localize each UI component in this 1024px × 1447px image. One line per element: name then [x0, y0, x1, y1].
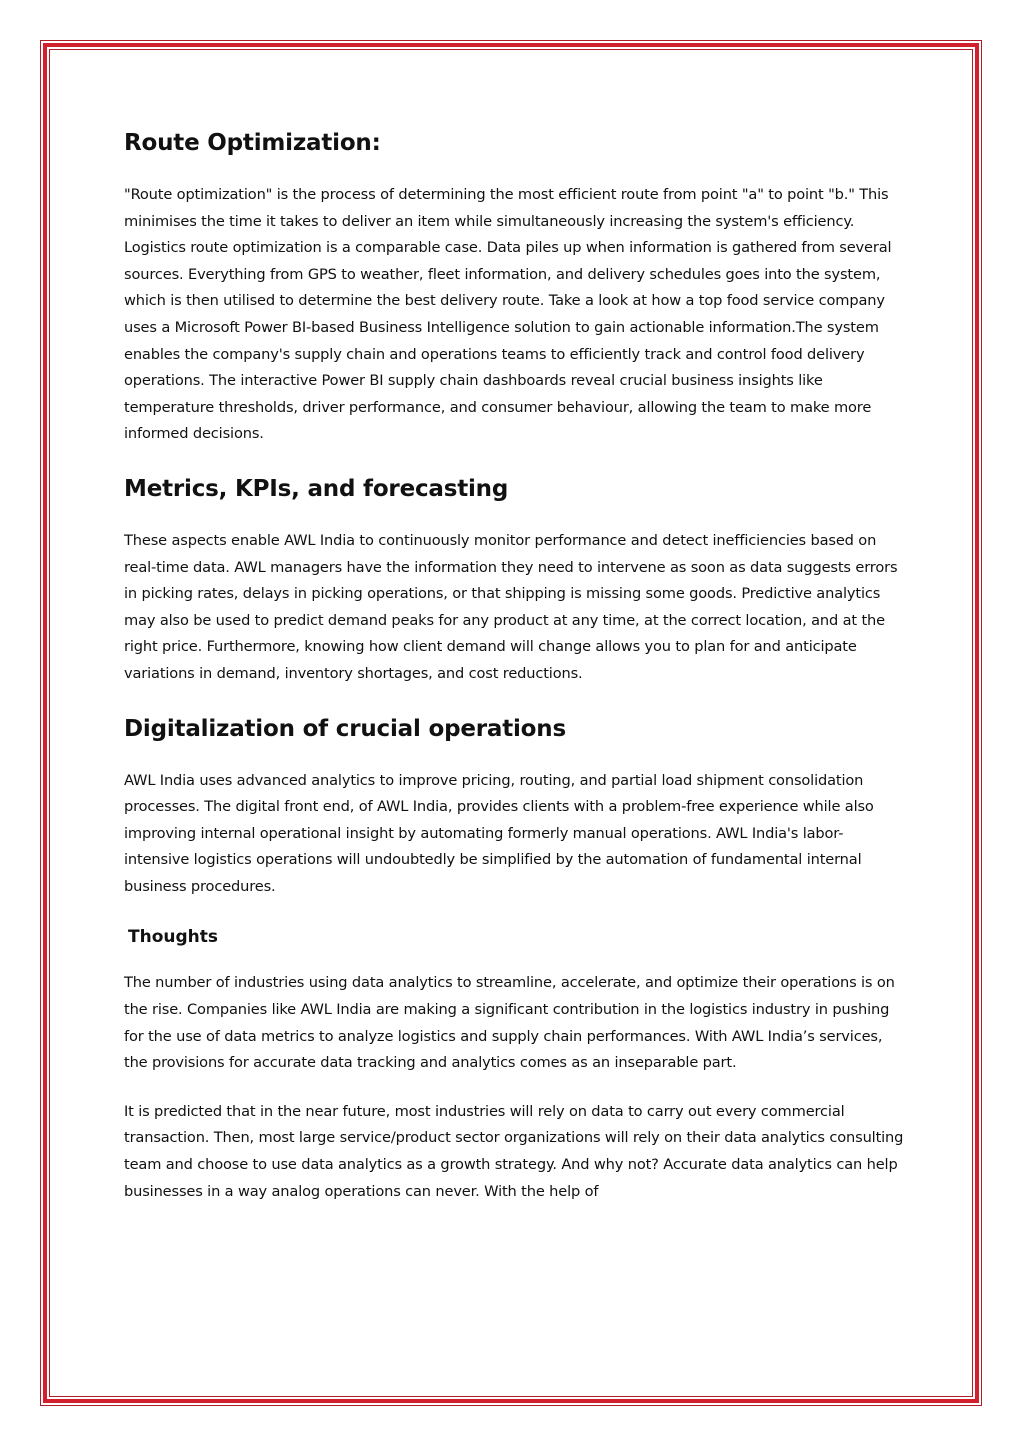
section-heading-route-optimization: Route Optimization: [124, 130, 381, 156]
paragraph-metrics-kpis: These aspects enable AWL India to continuously monitor performance and detect inefficiencies based on real-time data. AWL managers have the information they need to intervene as soon as data suggests errors in picking rates, delays in picking operations, or that shipping is missing some goods. Predictive analytics may also be used to predict demand peaks for any product at any time, at the correct location, and at the right price. Furthermore, knowing how client demand will change allows you to plan for and anticipate variations in demand, inventory shortages, and cost reductions. [124, 531, 898, 682]
paragraph-route-optimization: "Route optimization" is the process of determining the most efficient route from point "a" to point "b." This minimises the time it takes to deliver an item while simultaneously increasing the system's efficiency. Logistics route optimization is a comparable case. Data piles up when information is gathered from several sources. Everything from GPS to weather, fleet information, and delivery schedules goes into the system, which is then utilised to determine the best delivery route. Take a look at how a top food service company uses a Microsoft Power BI-based Business Intelligence solution to gain actionable information.The system enables the company's supply chain and operations teams to efficiently track and control food delivery operations. The interactive Power BI supply chain dashboards reveal crucial business insights like temperature thresholds, driver performance, and consumer behaviour, allowing the team to make more informed decisions. [124, 186, 892, 443]
subheading-thoughts: Thoughts [128, 927, 218, 948]
paragraph-thoughts-1: The number of industries using data analytics to streamline, accelerate, and optimize their operations is on the rise. Companies like AWL India are making a significant contribution in the logistics industry in pushing for the use of data metrics to analyze logistics and supply chain performances. With AWL India’s services, the provisions for accurate data tracking and analytics comes as an inseparable part. [124, 974, 895, 1072]
section-heading-digitalization: Digitalization of crucial operations [124, 715, 566, 742]
paragraph-thoughts-2: It is predicted that in the near future, most industries will rely on data to carry out every commercial transaction. Then, most large service/product sector organizations will rely on their data analytics consulting team and choose to use data analytics as a growth strategy. And why not? Accurate data analytics can help businesses in a way analog operations can never. With the help of [124, 1102, 904, 1200]
document-body [124, 124, 904, 1227]
section-heading-metrics-kpis: Metrics, KPIs, and forecasting [124, 475, 509, 502]
paragraph-digitalization: AWL India uses advanced analytics to improve pricing, routing, and partial load shipment consolidation processes. The digital front end, of AWL India, provides clients with a problem-free experience while also improving internal operational insight by automating formerly manual operations. AWL India's labor-intensive logistics operations will undoubtedly be simplified by the automation of fundamental internal business procedures. [124, 771, 874, 895]
